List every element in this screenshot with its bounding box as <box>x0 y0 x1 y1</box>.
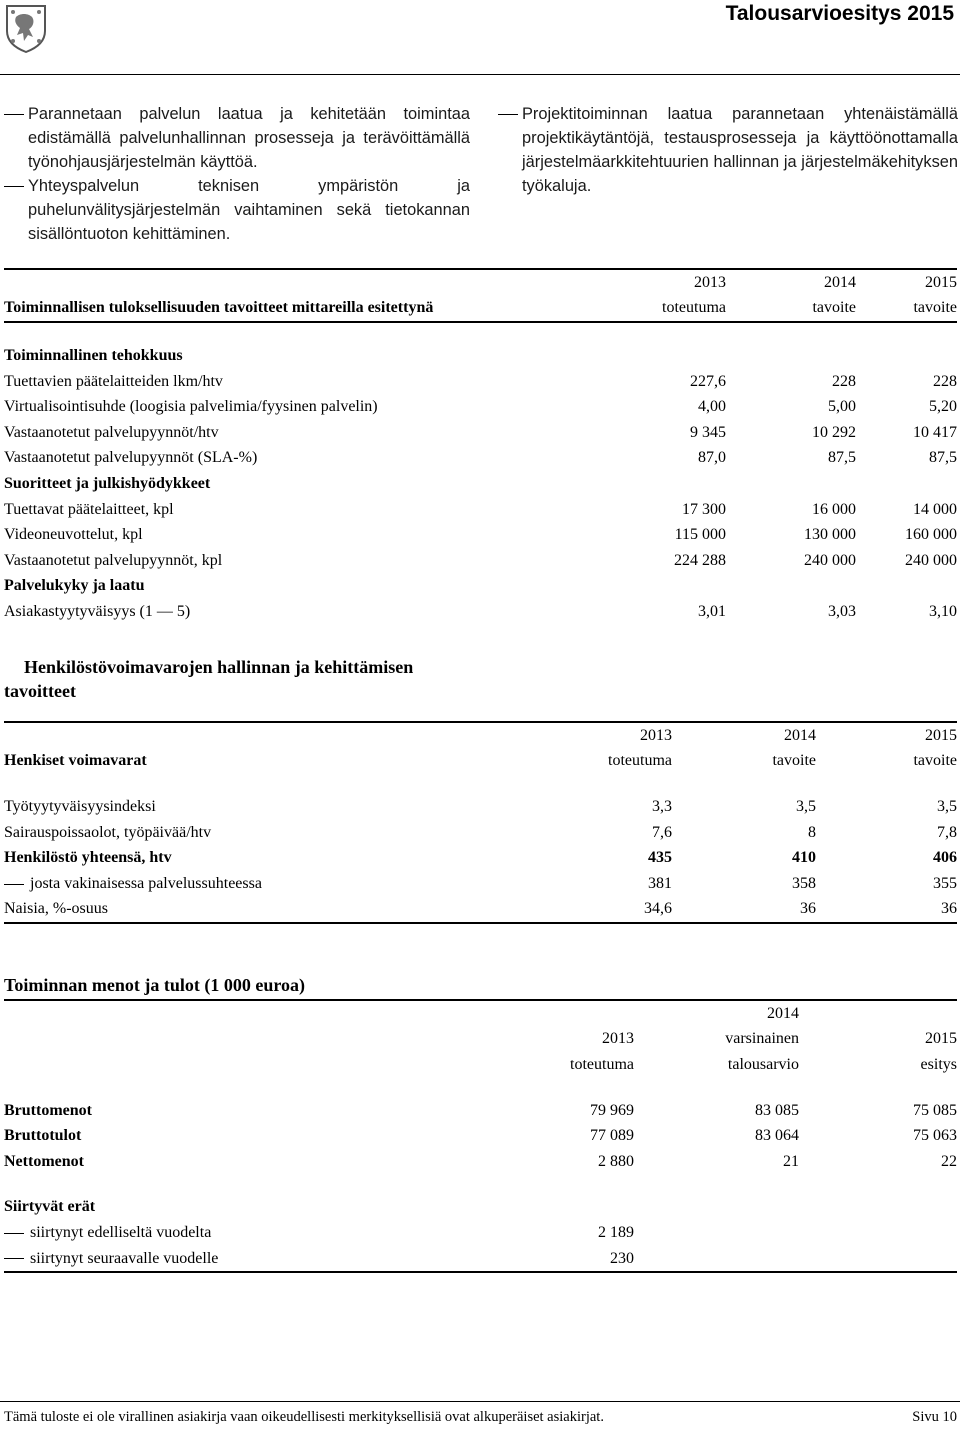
table-row: josta vakinaisessa palvelussuhteessa 381 358 355 <box>4 871 957 897</box>
footer <box>4 1409 957 1426</box>
dash-icon <box>4 186 24 187</box>
table-row: Tuettavien päätelaitteiden lkm/htv 227,6 228 228 <box>4 372 957 390</box>
table-row: Työtyytyväisyysindeksi 3,3 3,5 3,5 <box>4 797 957 815</box>
table-header-row: 2013 2014 2015 <box>4 269 957 296</box>
table-row: Nettomenot 2 880 21 22 <box>4 1152 957 1170</box>
header-divider <box>0 74 960 75</box>
intro-bullet: Parannetaan palvelun laatua ja kehitetään toimintaa edistämällä palvelunhallinnan prosesseja ja terävöittämällä työnohjausjärjestelmän käyttöä. <box>4 102 470 174</box>
dash-icon <box>4 1258 24 1259</box>
table-row: siirtynyt seuraavalle vuodelle 230 <box>4 1246 957 1273</box>
table-row: siirtynyt edelliseltä vuodelta 2 189 <box>4 1220 957 1246</box>
table-row: Henkilöstö yhteensä, htv 435 410 406 <box>4 849 957 867</box>
dash-icon <box>4 1233 24 1234</box>
table-title: Toiminnallisen tuloksellisuuden tavoitteet mittareilla esitettynä <box>4 296 630 323</box>
table-row: Bruttotulot 77 089 83 064 75 063 <box>4 1127 957 1145</box>
section-heading: Suoritteet ja julkishyödykkeet <box>4 474 211 492</box>
performance-table <box>4 268 957 625</box>
table-row: Vastaanotetut palvelupyynnöt/htv 9 345 10 292 10 417 <box>4 423 957 441</box>
section-heading: Siirtyvät erät <box>4 1198 96 1216</box>
table-row: Naisia, %-osuus 34,6 36 36 <box>4 897 957 924</box>
document-title: Talousarvioesitys 2015 <box>725 2 954 25</box>
table-row: Sairauspoissaolot, työpäivää/htv 7,6 8 7,8 <box>4 823 957 841</box>
table-header-row: 2013 varsinainen 2015 <box>602 1030 957 1048</box>
table-header-row: 2013 2014 2015 <box>4 722 957 749</box>
section-title-finance: Toiminnan menot ja tulot (1 000 euroa) <box>4 975 306 995</box>
dash-icon <box>498 114 518 115</box>
page-number: Sivu 10 <box>912 1409 957 1425</box>
table-header-row: Toiminnallisen tuloksellisuuden tavoitteet mittareilla esitettynä toteutuma tavoite tavoite <box>4 296 957 323</box>
table-row: Tuettavat päätelaitteet, kpl 17 300 16 000 14 000 <box>4 500 957 518</box>
table-row: Asiakastyytyväisyys (1 — 5) 3,01 3,03 3,10 <box>4 602 957 620</box>
intro-bullet: Yhteyspalvelun teknisen ympäristön ja puhelunvälitysjärjestelmän vaihtaminen sekä tietokannan sisällöntuoton kehittäminen. <box>4 174 470 246</box>
dash-icon <box>4 114 24 115</box>
section-heading: Palvelukyky ja laatu <box>4 577 145 595</box>
intro-bullet: Projektitoiminnan laatua parannetaan yhtenäistämällä projektikäytäntöjä, testausprosesseja ja käyttöönottamalla järjestelmäarkkitehtuurien hallinnan ja järjestelmäkehityksen työkaluja. <box>498 102 958 198</box>
footer-divider <box>0 1401 960 1402</box>
table-row: Vastaanotetut palvelupyynnöt (SLA-%) 87,0 87,5 87,5 <box>4 449 957 467</box>
table-row: Vastaanotetut palvelupyynnöt, kpl 224 288 240 000 240 000 <box>4 551 957 569</box>
hr-table <box>4 721 957 924</box>
coat-of-arms-icon <box>4 3 48 53</box>
dash-icon <box>4 884 24 885</box>
table-title: Henkiset voimavarat <box>4 752 147 770</box>
intro-right-column <box>498 102 958 198</box>
table-row: Bruttomenot 79 969 83 085 75 085 <box>4 1101 957 1119</box>
intro-left-column <box>4 102 470 246</box>
table-header-row: toteutuma talousarvio esitys <box>570 1055 957 1073</box>
section-heading: Toiminnallinen tehokkuus <box>4 346 183 364</box>
finance-table <box>4 999 957 1273</box>
table-header-row: 2014 <box>4 1000 957 1027</box>
table-header-row: Henkiset voimavarat toteutuma tavoite tavoite <box>4 749 957 775</box>
table-row: Virtualisointisuhde (loogisia palvelimia/fyysinen palvelin) 4,00 5,00 5,20 <box>4 398 957 416</box>
table-row: Videoneuvottelut, kpl 115 000 130 000 160 000 <box>4 526 957 544</box>
section-title-hr: Henkilöstövoimavarojen hallinnan ja kehittämisen tavoitteet <box>4 657 414 701</box>
footer-disclaimer: Tämä tuloste ei ole virallinen asiakirja vaan oikeudellisesti merkityksellisiä ovat alkuperäiset asiakirjat. <box>4 1409 604 1425</box>
